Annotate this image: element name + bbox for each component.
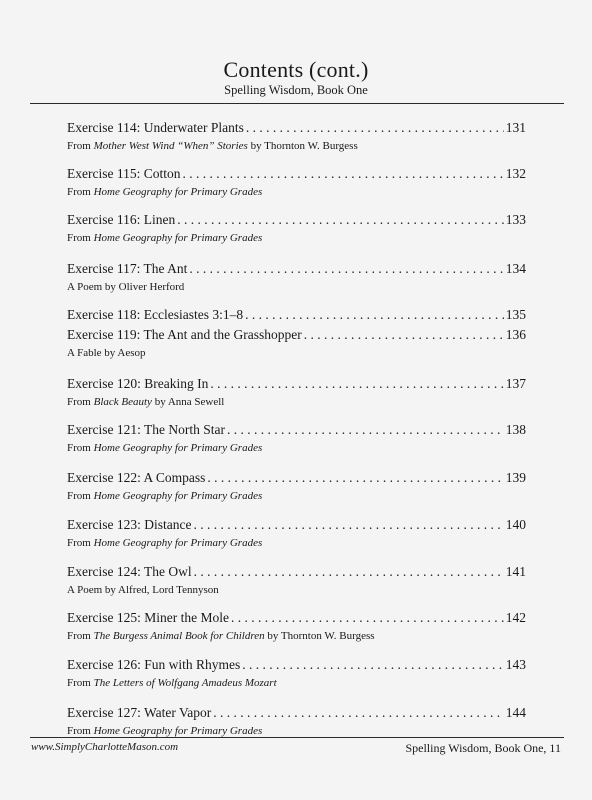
toc-entry-source <box>67 441 526 455</box>
dot-leader <box>207 470 503 486</box>
source-work-title: Mother West Wind “When” Stories <box>93 140 248 152</box>
toc-entry-source <box>67 185 526 199</box>
toc-entry-line <box>67 261 526 277</box>
toc-entry-line <box>67 376 526 392</box>
page-subtitle: Spelling Wisdom, Book One <box>224 83 368 97</box>
toc-entry <box>67 470 526 503</box>
toc-entry-page-number: 139 <box>505 470 526 485</box>
source-prefix: From <box>67 140 94 152</box>
toc-entry-title: Exercise 127: Water Vapor <box>67 705 212 720</box>
toc-entry-page-number: 131 <box>505 120 526 135</box>
source-author: by Anna Sewell <box>151 396 225 408</box>
source-prefix: From <box>67 232 94 244</box>
toc-entry-page-number: 137 <box>505 376 526 391</box>
source-prefix: A Fable by Aesop <box>67 347 146 359</box>
dot-leader <box>193 517 503 533</box>
toc-entry-source <box>67 583 526 597</box>
source-work-title: Home Geography for Primary Grades <box>93 490 263 502</box>
header-rule <box>30 103 564 104</box>
toc-entry-page-number: 133 <box>505 212 526 227</box>
footer-page-label: Spelling Wisdom, Book One, 11 <box>405 741 561 755</box>
toc-entry-title: Exercise 120: Breaking In <box>67 376 209 391</box>
toc-entry <box>67 327 526 360</box>
source-prefix: From <box>67 537 94 549</box>
toc-entry-page-number: 142 <box>505 610 526 625</box>
source-prefix: A Poem by Oliver Herford <box>67 281 185 293</box>
source-prefix: From <box>67 490 94 502</box>
source-work-title: Home Geography for Primary Grades <box>93 232 263 244</box>
dot-leader <box>213 705 504 721</box>
source-work-title: The Letters of Wolfgang Amadeus Mozart <box>93 677 277 689</box>
toc-entry-source <box>67 395 526 409</box>
toc-entry <box>67 657 526 690</box>
toc-entry-title: Exercise 117: The Ant <box>67 261 188 276</box>
source-prefix: From <box>67 186 94 198</box>
toc-entry-title: Exercise 115: Cotton <box>67 166 181 181</box>
dot-leader <box>182 166 503 182</box>
dot-leader <box>246 120 504 136</box>
toc-entry <box>67 307 526 323</box>
toc-entry-page-number: 140 <box>505 517 526 532</box>
toc-entry-title: Exercise 121: The North Star <box>67 422 225 437</box>
toc-entry-source <box>67 724 526 738</box>
dot-leader <box>242 657 504 673</box>
source-prefix: From <box>67 725 94 737</box>
toc-entry-line <box>67 327 526 343</box>
dot-leader <box>231 610 504 626</box>
source-prefix: From <box>67 396 94 408</box>
toc-entry-title: Exercise 122: A Compass <box>67 470 206 485</box>
source-work-title: The Burgess Animal Book for Children <box>93 630 265 642</box>
toc-entry-source <box>67 280 526 294</box>
dot-leader <box>177 212 504 228</box>
toc-entry-title: Exercise 124: The Owl <box>67 564 192 579</box>
footer-website[interactable]: www.SimplyCharlotteMason.com <box>31 741 179 753</box>
dot-leader <box>210 376 503 392</box>
toc-entry-source <box>67 489 526 503</box>
toc-entry-line <box>67 470 526 486</box>
toc-entry <box>67 376 526 409</box>
toc-entry-title: Exercise 119: The Ant and the Grasshopper <box>67 327 302 342</box>
toc-entry-source <box>67 676 526 690</box>
dot-leader <box>304 327 504 343</box>
source-author: by Thornton W. Burgess <box>264 630 375 642</box>
toc-entry-page-number: 141 <box>505 564 526 579</box>
toc-entry-line <box>67 212 526 228</box>
toc-entry-title: Exercise 116: Linen <box>67 212 176 227</box>
toc-entry-page-number: 138 <box>505 422 526 437</box>
toc-entry-line <box>67 120 526 136</box>
toc-entry <box>67 120 526 153</box>
toc-entry-line <box>67 657 526 673</box>
toc-entry-line <box>67 610 526 626</box>
toc-entry <box>67 705 526 738</box>
source-prefix: From <box>67 677 94 689</box>
source-work-title: Home Geography for Primary Grades <box>93 186 263 198</box>
source-prefix: From <box>67 630 94 642</box>
toc-entry-source <box>67 346 526 360</box>
page-title: Contents (cont.) <box>223 57 369 82</box>
toc-entry-line <box>67 166 526 182</box>
toc-entry <box>67 212 526 245</box>
source-work-title: Home Geography for Primary Grades <box>93 442 263 454</box>
source-work-title: Home Geography for Primary Grades <box>93 725 263 737</box>
toc-entry <box>67 517 526 550</box>
source-prefix: From <box>67 442 94 454</box>
toc-entry-title: Exercise 118: Ecclesiastes 3:1–8 <box>67 307 244 322</box>
toc-entry-line <box>67 564 526 580</box>
source-author: by Thornton W. Burgess <box>247 140 358 152</box>
toc-entry-source <box>67 629 526 643</box>
toc-entry-page-number: 143 <box>505 657 526 672</box>
dot-leader <box>245 307 504 323</box>
source-work-title: Black Beauty <box>93 396 152 408</box>
toc-entry-line <box>67 307 526 323</box>
toc-entry-page-number: 134 <box>505 261 526 276</box>
toc-entry-page-number: 144 <box>505 705 526 720</box>
toc-entry-source <box>67 231 526 245</box>
toc-entry-line <box>67 705 526 721</box>
toc-entry-source <box>67 536 526 550</box>
toc-entry-page-number: 135 <box>505 307 526 322</box>
toc-entry-line <box>67 422 526 438</box>
toc-entry <box>67 261 526 294</box>
dot-leader <box>227 422 504 438</box>
toc-entry-title: Exercise 123: Distance <box>67 517 192 532</box>
toc-entry <box>67 422 526 455</box>
dot-leader <box>194 564 504 580</box>
toc-entry-title: Exercise 126: Fun with Rhymes <box>67 657 241 672</box>
footer-rule <box>30 737 564 738</box>
toc-entry <box>67 166 526 199</box>
toc-entry-page-number: 132 <box>505 166 526 181</box>
source-prefix: A Poem by Alfred, Lord Tennyson <box>67 584 219 596</box>
toc-entry-title: Exercise 114: Underwater Plants <box>67 120 244 135</box>
toc-entry-source <box>67 139 526 153</box>
toc-entry-page-number: 136 <box>505 327 526 342</box>
source-work-title: Home Geography for Primary Grades <box>93 537 263 549</box>
dot-leader <box>189 261 503 277</box>
toc-entry-title: Exercise 125: Miner the Mole <box>67 610 229 625</box>
toc-entry <box>67 610 526 643</box>
toc-entry <box>67 564 526 597</box>
toc-entry-line <box>67 517 526 533</box>
